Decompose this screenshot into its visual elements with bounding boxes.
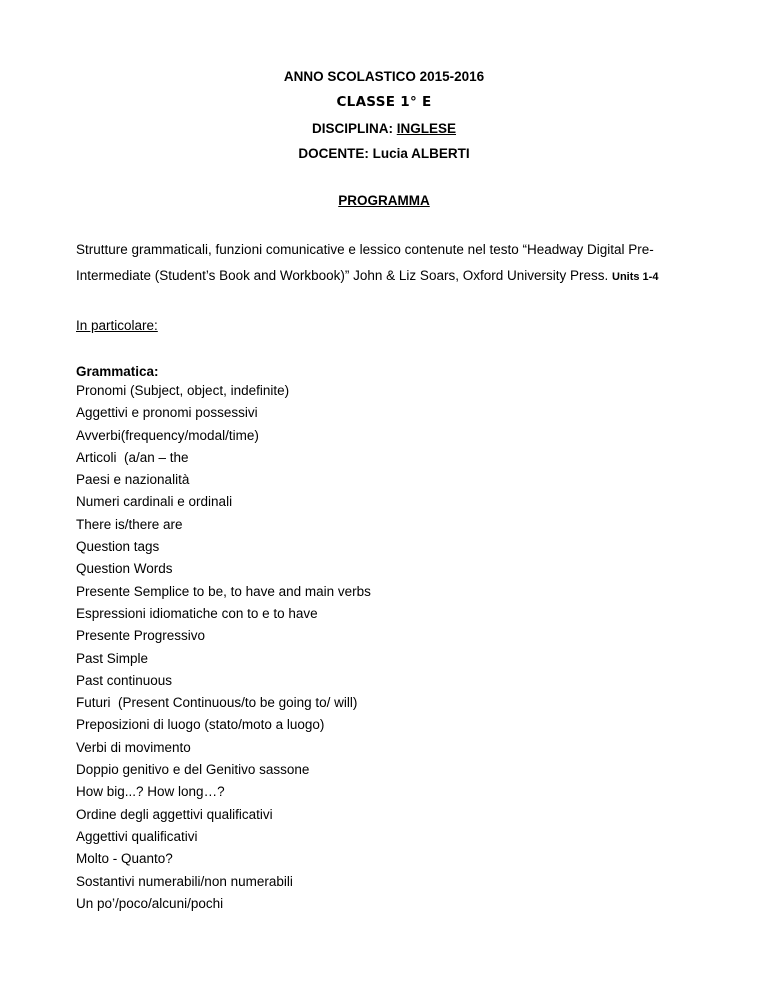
- grammar-topic-list: [76, 380, 371, 915]
- grammar-topic: Question Words: [76, 561, 173, 577]
- intro-line-2: [76, 268, 716, 285]
- grammar-topic: Numeri cardinali e ordinali: [76, 494, 233, 510]
- class-heading: CLASSE 1° E: [336, 94, 432, 110]
- grammar-topic: Pronomi (Subject, object, indefinite): [76, 383, 290, 398]
- grammar-topic: Ordine degli aggettivi qualificativi: [76, 806, 273, 822]
- grammar-topic: Aggettivi qualificativi: [76, 828, 198, 844]
- in-particolare-label: In particolare:: [76, 318, 158, 333]
- intro-line-2-text: Intermediate (Student’s Book and Workbook)” John & Liz Soars, Oxford University Press.: [76, 268, 612, 283]
- grammar-topic: There is/there are: [76, 516, 183, 532]
- grammar-topic: How big...? How long…?: [76, 784, 225, 800]
- discipline-value: INGLESE: [396, 121, 457, 136]
- grammar-topic: Past continuous: [76, 672, 173, 688]
- grammar-topic: Molto - Quanto?: [76, 851, 173, 867]
- teacher-heading: DOCENTE: Lucia ALBERTI: [298, 146, 470, 161]
- intro-line-1: Strutture grammaticali, funzioni comunicative e lessico contenute nel testo “Headway Digital Pre-: [76, 242, 654, 257]
- grammar-topic: Articoli (a/an – the: [76, 449, 189, 465]
- grammar-topic: Doppio genitivo e del Genitivo sassone: [76, 762, 310, 778]
- school-year-heading: ANNO SCOLASTICO 2015-2016: [283, 69, 485, 84]
- grammar-topic: Presente Semplice to be, to have and main verbs: [76, 583, 371, 599]
- grammar-topic: Un po’/poco/alcuni/pochi: [76, 895, 224, 911]
- grammar-topic: Presente Progressivo: [76, 628, 206, 644]
- discipline-heading: [0, 121, 768, 137]
- program-title: PROGRAMMA: [338, 193, 430, 208]
- grammar-topic: Aggettivi e pronomi possessivi: [76, 405, 258, 421]
- discipline-label: DISCIPLINA:: [311, 121, 393, 136]
- units-note: Units 1-4: [612, 271, 659, 283]
- grammar-topic: Avverbi(frequency/modal/time): [76, 427, 259, 443]
- grammar-topic: Espressioni idiomatiche con to e to have: [76, 605, 318, 621]
- grammar-topic: Verbi di movimento: [76, 739, 191, 755]
- grammar-topic: Question tags: [76, 539, 160, 555]
- grammar-topic: Past Simple: [76, 650, 149, 666]
- grammar-heading: Grammatica:: [76, 364, 159, 379]
- grammar-topic: Preposizioni di luogo (stato/moto a luogo): [76, 717, 325, 733]
- grammar-topic: Futuri (Present Continuous/to be going to/ will): [76, 695, 358, 711]
- grammar-topic: Sostantivi numerabili/non numerabili: [76, 873, 293, 889]
- grammar-topic: Paesi e nazionalità: [76, 472, 190, 488]
